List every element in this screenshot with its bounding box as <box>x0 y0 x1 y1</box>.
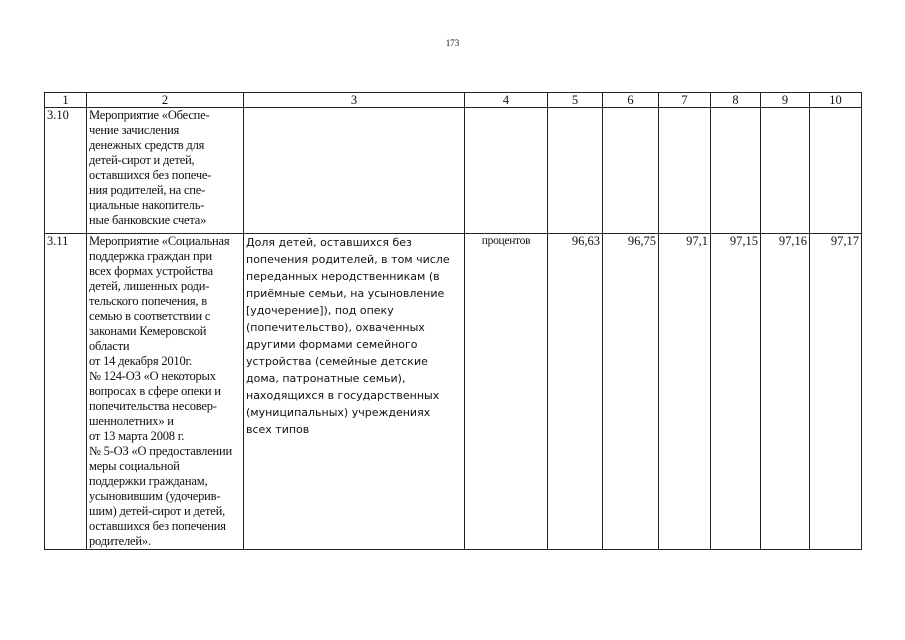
activity-line: детей, лишенных роди- <box>89 279 210 293</box>
activity-cell <box>87 108 244 234</box>
indicator-line: (муниципальных) учреждениях <box>246 406 431 419</box>
indicator-line: другими формами семейного <box>246 338 418 351</box>
value-cell: 96,63 <box>548 234 603 550</box>
activity-line: ные банковские счета» <box>89 213 207 227</box>
indicator-cell <box>244 234 465 550</box>
header-cell: 6 <box>603 93 659 108</box>
value-cell: 97,16 <box>761 234 810 550</box>
value-cell <box>603 108 659 234</box>
activity-cell <box>87 234 244 550</box>
value-cell: 97,17 <box>810 234 862 550</box>
value-cell <box>711 108 761 234</box>
activity-line: Мероприятие «Социальная <box>89 234 230 248</box>
value-cell <box>659 108 711 234</box>
header-cell: 9 <box>761 93 810 108</box>
activity-line: поддержки гражданам, <box>89 474 208 488</box>
indicator-line: дома, патронатные семьи), <box>246 372 406 385</box>
indicator-line: всех типов <box>246 423 310 436</box>
value-cell <box>548 108 603 234</box>
header-cell: 1 <box>45 93 87 108</box>
value-cell: 97,1 <box>659 234 711 550</box>
table-row <box>45 234 862 550</box>
activity-line: циальные накопитель- <box>89 198 205 212</box>
activity-line: № 5-ОЗ «О предоставлении <box>89 444 233 458</box>
indicator-line: Доля детей, оставшихся без <box>246 236 412 249</box>
activity-line: области <box>89 339 130 353</box>
activity-line: меры социальной <box>89 459 180 473</box>
activity-line: поддержка граждан при <box>89 249 213 263</box>
activity-line: родителей». <box>89 534 151 548</box>
activity-line: шим) детей-сирот и детей, <box>89 504 225 518</box>
row-code: 3.11 <box>45 234 87 550</box>
activity-line: тельского попечения, в <box>89 294 207 308</box>
activity-line: всех формах устройства <box>89 264 213 278</box>
activity-line: ния родителей, на спе- <box>89 183 206 197</box>
unit-cell: процентов <box>465 234 548 550</box>
header-cell: 8 <box>711 93 761 108</box>
activity-line: законами Кемеровской <box>89 324 207 338</box>
activity-line: детей-сирот и детей, <box>89 153 195 167</box>
header-cell: 5 <box>548 93 603 108</box>
header-cell: 2 <box>87 93 244 108</box>
header-cell: 10 <box>810 93 862 108</box>
row-code: 3.10 <box>45 108 87 234</box>
value-cell <box>761 108 810 234</box>
activity-line: попечительства несовер- <box>89 399 217 413</box>
activity-line: Мероприятие «Обеспе- <box>89 108 210 122</box>
value-cell: 96,75 <box>603 234 659 550</box>
activity-line: от 13 марта 2008 г. <box>89 429 185 443</box>
header-cell: 3 <box>244 93 465 108</box>
activity-line: вопросах в сфере опеки и <box>89 384 221 398</box>
activity-line: № 124-ОЗ «О некоторых <box>89 369 216 383</box>
activity-line: от 14 декабря 2010г. <box>89 354 192 368</box>
activity-line: оставшихся без попечения <box>89 519 226 533</box>
activity-line: семью в соответствии с <box>89 309 211 323</box>
indicator-line: устройства (семейные детские <box>246 355 428 368</box>
header-row <box>45 93 862 108</box>
activity-line: усыновившим (удочерив- <box>89 489 221 503</box>
indicator-line: находящихся в государственных <box>246 389 440 402</box>
program-table <box>44 92 862 550</box>
indicator-line: (попечительство), охваченных <box>246 321 425 334</box>
indicator-line: переданных неродственникам (в <box>246 270 440 283</box>
value-cell: 97,15 <box>711 234 761 550</box>
header-cell: 4 <box>465 93 548 108</box>
value-cell <box>810 108 862 234</box>
page-number: 173 <box>445 38 460 48</box>
indicator-line: попечения родителей, в том числе <box>246 253 450 266</box>
table-row <box>45 108 862 234</box>
indicator-line: [удочерение]), под опеку <box>246 304 394 317</box>
activity-line: шеннолетних» и <box>89 414 174 428</box>
activity-line: оставшихся без попече- <box>89 168 212 182</box>
activity-line: денежных средств для <box>89 138 205 152</box>
header-cell: 7 <box>659 93 711 108</box>
unit-cell <box>465 108 548 234</box>
indicator-cell <box>244 108 465 234</box>
indicator-line: приёмные семьи, на усыновление <box>246 287 445 300</box>
activity-line: чение зачисления <box>89 123 180 137</box>
